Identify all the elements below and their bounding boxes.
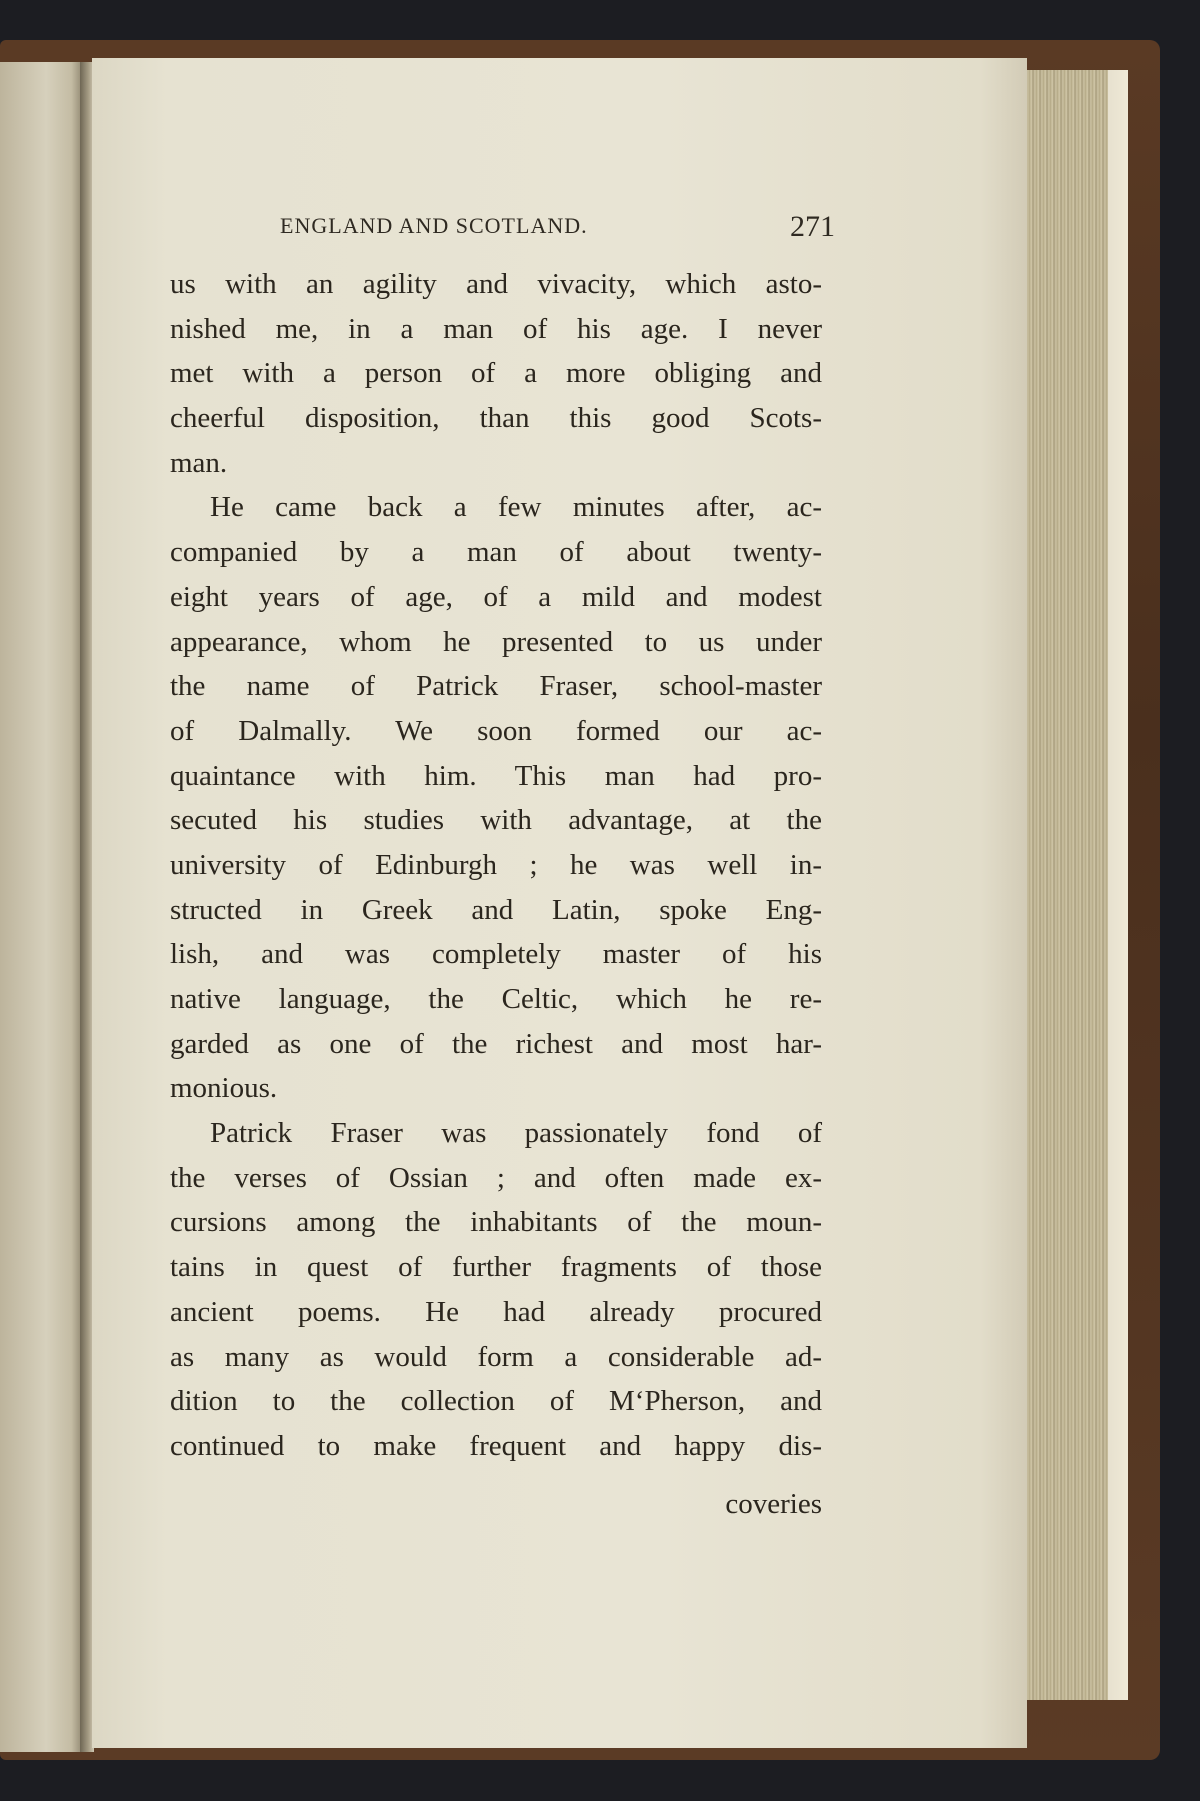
body-text [170,262,822,1469]
text-line: university of Edinburgh ; he was well in- [170,848,822,881]
text-line: quaintance with him. This man had pro- [170,759,822,792]
text-line: met with a person of a more obliging and [170,357,822,390]
text-line: companied by a man of about twenty- [170,536,822,569]
text-line: the verses of Ossian ; and often made ex- [170,1161,822,1194]
catchword: coveries [725,1488,822,1520]
page-number: 271 [790,210,835,243]
text-line: Patrick Fraser was passionately fond of [210,1117,822,1150]
page-edges-outer [1108,70,1128,1700]
text-line: appearance, whom he presented to us under [170,625,822,658]
text-line: us with an agility and vivacity, which asto- [170,268,822,300]
text-line: of Dalmally. We soon formed our ac- [170,714,822,747]
text-line: structed in Greek and Latin, spoke Eng- [170,893,822,926]
text-line: ancient poems. He had already procured [170,1295,822,1328]
text-line: cheerful disposition, than this good Scots- [170,402,822,435]
running-head: ENGLAND AND SCOTLAND. [280,213,588,238]
text-line: tains in quest of further fragments of those [170,1251,822,1284]
text-line: eight years of age, of a mild and modest [170,580,822,613]
text-line: nished me, in a man of his age. I never [170,312,822,345]
text-line: lish, and was completely master of his [170,938,822,971]
text-line: man. [170,446,228,479]
left-page-edge [0,62,84,1752]
text-line: continued to make frequent and happy dis- [170,1429,822,1462]
text-line: monious. [170,1072,278,1105]
text-line: native language, the Celtic, which he re- [170,983,822,1015]
text-line: cursions among the inhabitants of the moun- [170,1206,822,1239]
text-line: He came back a few minutes after, ac- [210,491,822,524]
text-line: the name of Patrick Fraser, school-master [170,670,822,703]
text-line: garded as one of the richest and most har- [170,1027,822,1060]
text-line: secuted his studies with advantage, at the [170,804,822,837]
text-line: dition to the collection of M‘Pherson, and [170,1385,822,1418]
text-line: as many as would form a considerable ad- [170,1340,822,1373]
